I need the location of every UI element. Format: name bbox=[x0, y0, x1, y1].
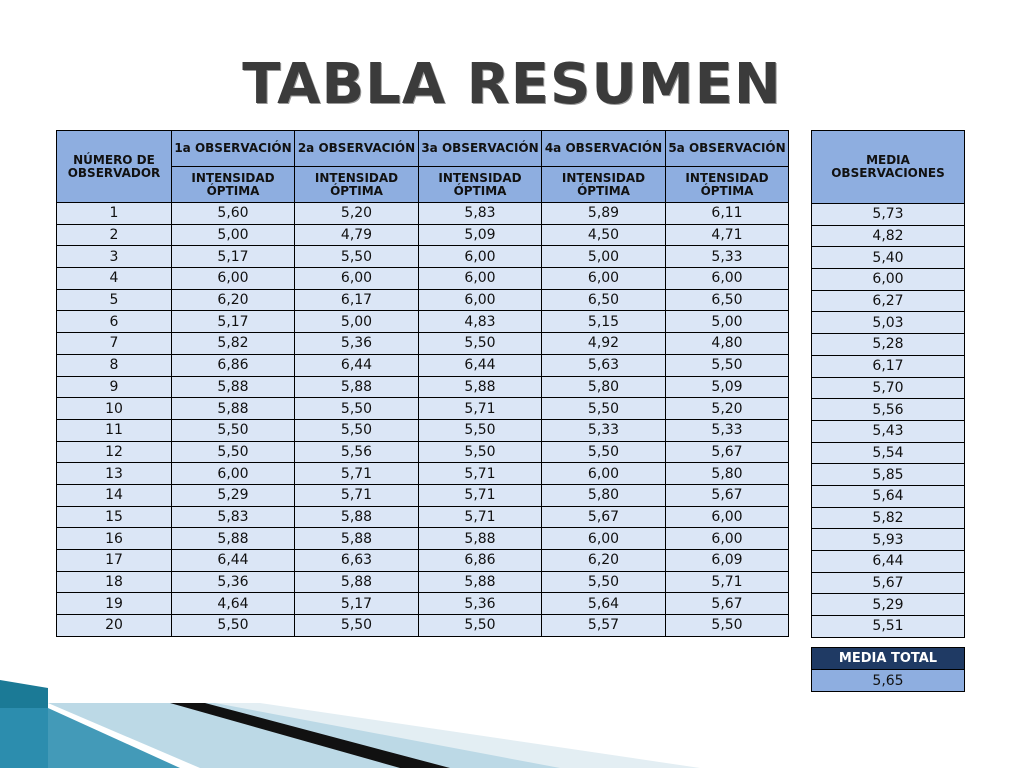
observation-value-2: 5,50 bbox=[295, 398, 419, 420]
observation-value-2: 6,44 bbox=[295, 354, 419, 376]
observation-value-3: 5,71 bbox=[419, 484, 542, 506]
table-row bbox=[57, 463, 789, 485]
table-row bbox=[812, 247, 965, 269]
observation-value-1: 5,50 bbox=[172, 615, 295, 637]
observation-value-1: 5,83 bbox=[172, 506, 295, 528]
observation-value-4: 6,20 bbox=[542, 550, 666, 572]
observation-value-5: 5,50 bbox=[666, 354, 789, 376]
table-row bbox=[57, 398, 789, 420]
observation-value-5: 5,50 bbox=[666, 615, 789, 637]
table-row bbox=[812, 269, 965, 291]
observation-value-3: 5,50 bbox=[419, 333, 542, 355]
observation-value-5: 5,33 bbox=[666, 246, 789, 268]
media-value: 5,51 bbox=[812, 616, 965, 638]
observation-value-3: 6,86 bbox=[419, 550, 542, 572]
table-row bbox=[57, 376, 789, 398]
observation-value-1: 5,88 bbox=[172, 376, 295, 398]
observation-value-4: 5,33 bbox=[542, 419, 666, 441]
observation-value-1: 6,86 bbox=[172, 354, 295, 376]
table-row bbox=[812, 551, 965, 573]
observation-value-2: 5,88 bbox=[295, 376, 419, 398]
table-row bbox=[812, 616, 965, 638]
observation-value-4: 5,50 bbox=[542, 441, 666, 463]
observation-value-1: 5,29 bbox=[172, 484, 295, 506]
observation-value-2: 5,50 bbox=[295, 246, 419, 268]
observation-value-3: 5,88 bbox=[419, 528, 542, 550]
table-row bbox=[57, 333, 789, 355]
observation-value-5: 5,09 bbox=[666, 376, 789, 398]
table-row bbox=[812, 334, 965, 356]
total-label: MEDIA TOTAL bbox=[812, 648, 965, 670]
table-row bbox=[57, 419, 789, 441]
observation-value-3: 6,00 bbox=[419, 246, 542, 268]
header-observation-3: 3a OBSERVACIÓN bbox=[419, 131, 542, 167]
table-row bbox=[812, 312, 965, 334]
table-row bbox=[812, 225, 965, 247]
observation-value-4: 5,67 bbox=[542, 506, 666, 528]
observation-value-3: 5,71 bbox=[419, 398, 542, 420]
table-row bbox=[57, 311, 789, 333]
observation-value-2: 5,20 bbox=[295, 203, 419, 225]
media-value: 6,17 bbox=[812, 355, 965, 377]
media-value: 5,73 bbox=[812, 204, 965, 226]
media-value: 6,27 bbox=[812, 290, 965, 312]
observation-value-2: 5,36 bbox=[295, 333, 419, 355]
observation-value-1: 6,00 bbox=[172, 268, 295, 290]
table-row bbox=[57, 354, 789, 376]
observation-value-5: 5,00 bbox=[666, 311, 789, 333]
table-row bbox=[57, 441, 789, 463]
observation-value-5: 4,71 bbox=[666, 224, 789, 246]
observer-number: 9 bbox=[57, 376, 172, 398]
observer-number: 10 bbox=[57, 398, 172, 420]
table-row bbox=[812, 464, 965, 486]
observation-value-1: 5,36 bbox=[172, 571, 295, 593]
media-value: 5,54 bbox=[812, 442, 965, 464]
observer-number: 17 bbox=[57, 550, 172, 572]
observer-number: 15 bbox=[57, 506, 172, 528]
observer-number: 3 bbox=[57, 246, 172, 268]
table-row bbox=[812, 399, 965, 421]
observation-value-5: 6,00 bbox=[666, 528, 789, 550]
media-value: 5,67 bbox=[812, 572, 965, 594]
observation-value-2: 6,17 bbox=[295, 289, 419, 311]
header-observation-5: 5a OBSERVACIÓN bbox=[666, 131, 789, 167]
observation-value-5: 4,80 bbox=[666, 333, 789, 355]
observation-value-1: 5,60 bbox=[172, 203, 295, 225]
observation-value-1: 5,17 bbox=[172, 311, 295, 333]
observation-value-5: 5,33 bbox=[666, 419, 789, 441]
observation-value-5: 5,67 bbox=[666, 593, 789, 615]
observation-value-2: 5,88 bbox=[295, 571, 419, 593]
table-row bbox=[57, 203, 789, 225]
observation-value-2: 6,63 bbox=[295, 550, 419, 572]
observation-value-1: 5,82 bbox=[172, 333, 295, 355]
table-row bbox=[57, 571, 789, 593]
table-row bbox=[812, 507, 965, 529]
observation-value-4: 6,00 bbox=[542, 528, 666, 550]
media-value: 5,29 bbox=[812, 594, 965, 616]
summary-table bbox=[56, 130, 789, 637]
observation-value-3: 5,83 bbox=[419, 203, 542, 225]
observation-value-5: 6,00 bbox=[666, 506, 789, 528]
media-value: 5,43 bbox=[812, 420, 965, 442]
media-value: 5,70 bbox=[812, 377, 965, 399]
subheader-intensity-5: INTENSIDAD ÓPTIMA bbox=[666, 167, 789, 203]
observation-value-1: 5,88 bbox=[172, 398, 295, 420]
media-value: 4,82 bbox=[812, 225, 965, 247]
table-row bbox=[812, 290, 965, 312]
observation-value-1: 5,00 bbox=[172, 224, 295, 246]
table-row bbox=[812, 572, 965, 594]
table-row bbox=[812, 420, 965, 442]
observation-value-2: 5,00 bbox=[295, 311, 419, 333]
table-row bbox=[812, 355, 965, 377]
observation-value-2: 4,79 bbox=[295, 224, 419, 246]
table-row bbox=[57, 615, 789, 637]
subheader-intensity-3: INTENSIDAD ÓPTIMA bbox=[419, 167, 542, 203]
subheader-intensity-4: INTENSIDAD ÓPTIMA bbox=[542, 167, 666, 203]
observation-value-3: 4,83 bbox=[419, 311, 542, 333]
table-row bbox=[57, 484, 789, 506]
table-row bbox=[57, 224, 789, 246]
header-observation-1: 1a OBSERVACIÓN bbox=[172, 131, 295, 167]
media-value: 5,82 bbox=[812, 507, 965, 529]
media-value: 5,40 bbox=[812, 247, 965, 269]
observation-value-2: 5,71 bbox=[295, 484, 419, 506]
observation-value-5: 6,00 bbox=[666, 268, 789, 290]
header-observation-2: 2a OBSERVACIÓN bbox=[295, 131, 419, 167]
observer-number: 6 bbox=[57, 311, 172, 333]
observation-value-4: 5,63 bbox=[542, 354, 666, 376]
observation-value-1: 5,88 bbox=[172, 528, 295, 550]
observation-value-1: 5,50 bbox=[172, 441, 295, 463]
observer-number: 1 bbox=[57, 203, 172, 225]
observation-value-3: 5,36 bbox=[419, 593, 542, 615]
media-value: 5,85 bbox=[812, 464, 965, 486]
table-row bbox=[57, 593, 789, 615]
header-media: MEDIA OBSERVACIONES bbox=[812, 131, 965, 204]
observation-value-4: 5,57 bbox=[542, 615, 666, 637]
observation-value-2: 5,56 bbox=[295, 441, 419, 463]
observation-value-1: 5,17 bbox=[172, 246, 295, 268]
observation-value-3: 5,88 bbox=[419, 571, 542, 593]
observer-number: 7 bbox=[57, 333, 172, 355]
observer-number: 14 bbox=[57, 484, 172, 506]
media-value: 5,93 bbox=[812, 529, 965, 551]
media-value: 5,56 bbox=[812, 399, 965, 421]
decorative-swoosh bbox=[0, 648, 1024, 768]
observation-value-1: 6,00 bbox=[172, 463, 295, 485]
observation-value-2: 5,88 bbox=[295, 506, 419, 528]
subheader-intensity-1: INTENSIDAD ÓPTIMA bbox=[172, 167, 295, 203]
observation-value-2: 5,50 bbox=[295, 615, 419, 637]
table-row bbox=[812, 529, 965, 551]
observation-value-5: 6,09 bbox=[666, 550, 789, 572]
observation-value-4: 5,50 bbox=[542, 571, 666, 593]
observation-value-3: 5,50 bbox=[419, 441, 542, 463]
observation-value-2: 5,17 bbox=[295, 593, 419, 615]
observer-number: 18 bbox=[57, 571, 172, 593]
observer-number: 12 bbox=[57, 441, 172, 463]
observation-value-3: 5,71 bbox=[419, 463, 542, 485]
observer-number: 19 bbox=[57, 593, 172, 615]
observation-value-4: 6,00 bbox=[542, 268, 666, 290]
header-observer: NÚMERO DE OBSERVADOR bbox=[57, 131, 172, 203]
observation-value-4: 5,64 bbox=[542, 593, 666, 615]
observation-value-3: 6,00 bbox=[419, 289, 542, 311]
observer-number: 20 bbox=[57, 615, 172, 637]
media-table bbox=[811, 130, 965, 638]
observer-number: 5 bbox=[57, 289, 172, 311]
observation-value-5: 5,71 bbox=[666, 571, 789, 593]
observation-value-3: 5,88 bbox=[419, 376, 542, 398]
observation-value-4: 4,50 bbox=[542, 224, 666, 246]
observation-value-5: 5,67 bbox=[666, 484, 789, 506]
media-value: 5,64 bbox=[812, 485, 965, 507]
observation-value-4: 5,89 bbox=[542, 203, 666, 225]
observation-value-5: 5,67 bbox=[666, 441, 789, 463]
media-value: 5,03 bbox=[812, 312, 965, 334]
table-row bbox=[57, 506, 789, 528]
table-row bbox=[812, 594, 965, 616]
table-row bbox=[57, 289, 789, 311]
observation-value-3: 6,44 bbox=[419, 354, 542, 376]
table-row bbox=[57, 268, 789, 290]
observation-value-4: 5,15 bbox=[542, 311, 666, 333]
table-row bbox=[812, 204, 965, 226]
observer-number: 4 bbox=[57, 268, 172, 290]
observation-value-1: 6,44 bbox=[172, 550, 295, 572]
observation-value-5: 6,11 bbox=[666, 203, 789, 225]
observation-value-2: 5,88 bbox=[295, 528, 419, 550]
observation-value-2: 6,00 bbox=[295, 268, 419, 290]
observation-value-1: 5,50 bbox=[172, 419, 295, 441]
observation-value-5: 5,80 bbox=[666, 463, 789, 485]
media-value: 5,28 bbox=[812, 334, 965, 356]
observation-value-3: 5,09 bbox=[419, 224, 542, 246]
page-title: TABLA RESUMEN bbox=[242, 52, 782, 117]
observation-value-3: 5,71 bbox=[419, 506, 542, 528]
observer-number: 11 bbox=[57, 419, 172, 441]
observation-value-5: 6,50 bbox=[666, 289, 789, 311]
total-value: 5,65 bbox=[812, 670, 965, 692]
observation-value-4: 5,80 bbox=[542, 484, 666, 506]
observation-value-3: 5,50 bbox=[419, 419, 542, 441]
observation-value-3: 6,00 bbox=[419, 268, 542, 290]
observation-value-4: 6,00 bbox=[542, 463, 666, 485]
table-row bbox=[57, 550, 789, 572]
media-value: 6,00 bbox=[812, 269, 965, 291]
subheader-intensity-2: INTENSIDAD ÓPTIMA bbox=[295, 167, 419, 203]
observation-value-4: 5,00 bbox=[542, 246, 666, 268]
table-row bbox=[812, 442, 965, 464]
observer-number: 8 bbox=[57, 354, 172, 376]
observation-value-4: 5,80 bbox=[542, 376, 666, 398]
observation-value-4: 6,50 bbox=[542, 289, 666, 311]
observation-value-4: 4,92 bbox=[542, 333, 666, 355]
observation-value-3: 5,50 bbox=[419, 615, 542, 637]
observation-value-4: 5,50 bbox=[542, 398, 666, 420]
observation-value-5: 5,20 bbox=[666, 398, 789, 420]
table-row bbox=[57, 528, 789, 550]
table-row bbox=[812, 377, 965, 399]
observer-number: 13 bbox=[57, 463, 172, 485]
table-row bbox=[812, 485, 965, 507]
table-row bbox=[57, 246, 789, 268]
observer-number: 16 bbox=[57, 528, 172, 550]
observation-value-1: 6,20 bbox=[172, 289, 295, 311]
header-observation-4: 4a OBSERVACIÓN bbox=[542, 131, 666, 167]
observer-number: 2 bbox=[57, 224, 172, 246]
media-value: 6,44 bbox=[812, 551, 965, 573]
observation-value-1: 4,64 bbox=[172, 593, 295, 615]
observation-value-2: 5,71 bbox=[295, 463, 419, 485]
observation-value-2: 5,50 bbox=[295, 419, 419, 441]
